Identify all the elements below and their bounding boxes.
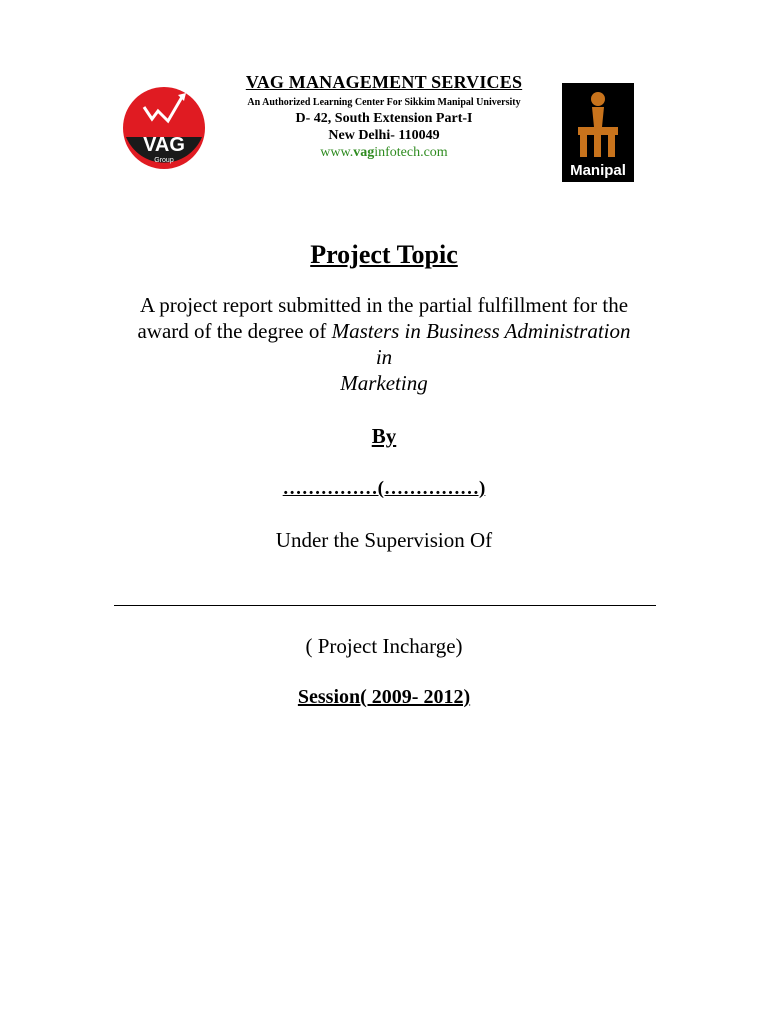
author-placeholder: ……………(……………) — [282, 478, 486, 499]
report-line-2: award of the degree of Masters in Business Administration — [137, 319, 631, 343]
degree-name: Masters in Business Administration — [331, 319, 631, 343]
tagline: An Authorized Learning Center For Sikkim Manipal University — [247, 97, 521, 108]
session-label: Session( 2009- 2012) — [297, 686, 471, 708]
specialization: Marketing — [340, 371, 428, 395]
vag-logo — [122, 85, 206, 171]
project-topic-heading: Project Topic — [310, 240, 458, 269]
project-incharge-label: ( Project Incharge) — [305, 634, 463, 658]
address-line-2: New Delhi- 110049 — [328, 128, 440, 143]
letterhead — [210, 70, 558, 162]
report-line-3: in — [375, 345, 393, 369]
signature-line — [114, 605, 656, 606]
report-line-1: A project report submitted in the partial fulfillment for the — [139, 293, 629, 317]
address-line-1: D- 42, South Extension Part-I — [295, 111, 473, 126]
report-description — [0, 292, 768, 396]
vag-logo-subtext: Group — [154, 157, 174, 164]
vag-logo-text: VAG — [143, 134, 185, 156]
supervision-label: Under the Supervision Of — [275, 528, 493, 552]
manipal-logo — [562, 83, 634, 182]
organization-name: VAG MANAGEMENT SERVICES — [245, 72, 523, 92]
by-label: By — [371, 424, 397, 448]
website-link[interactable]: www.vaginfotech.com — [320, 145, 448, 160]
manipal-logo-head-icon — [591, 92, 605, 106]
manipal-logo-text: Manipal — [570, 162, 626, 179]
